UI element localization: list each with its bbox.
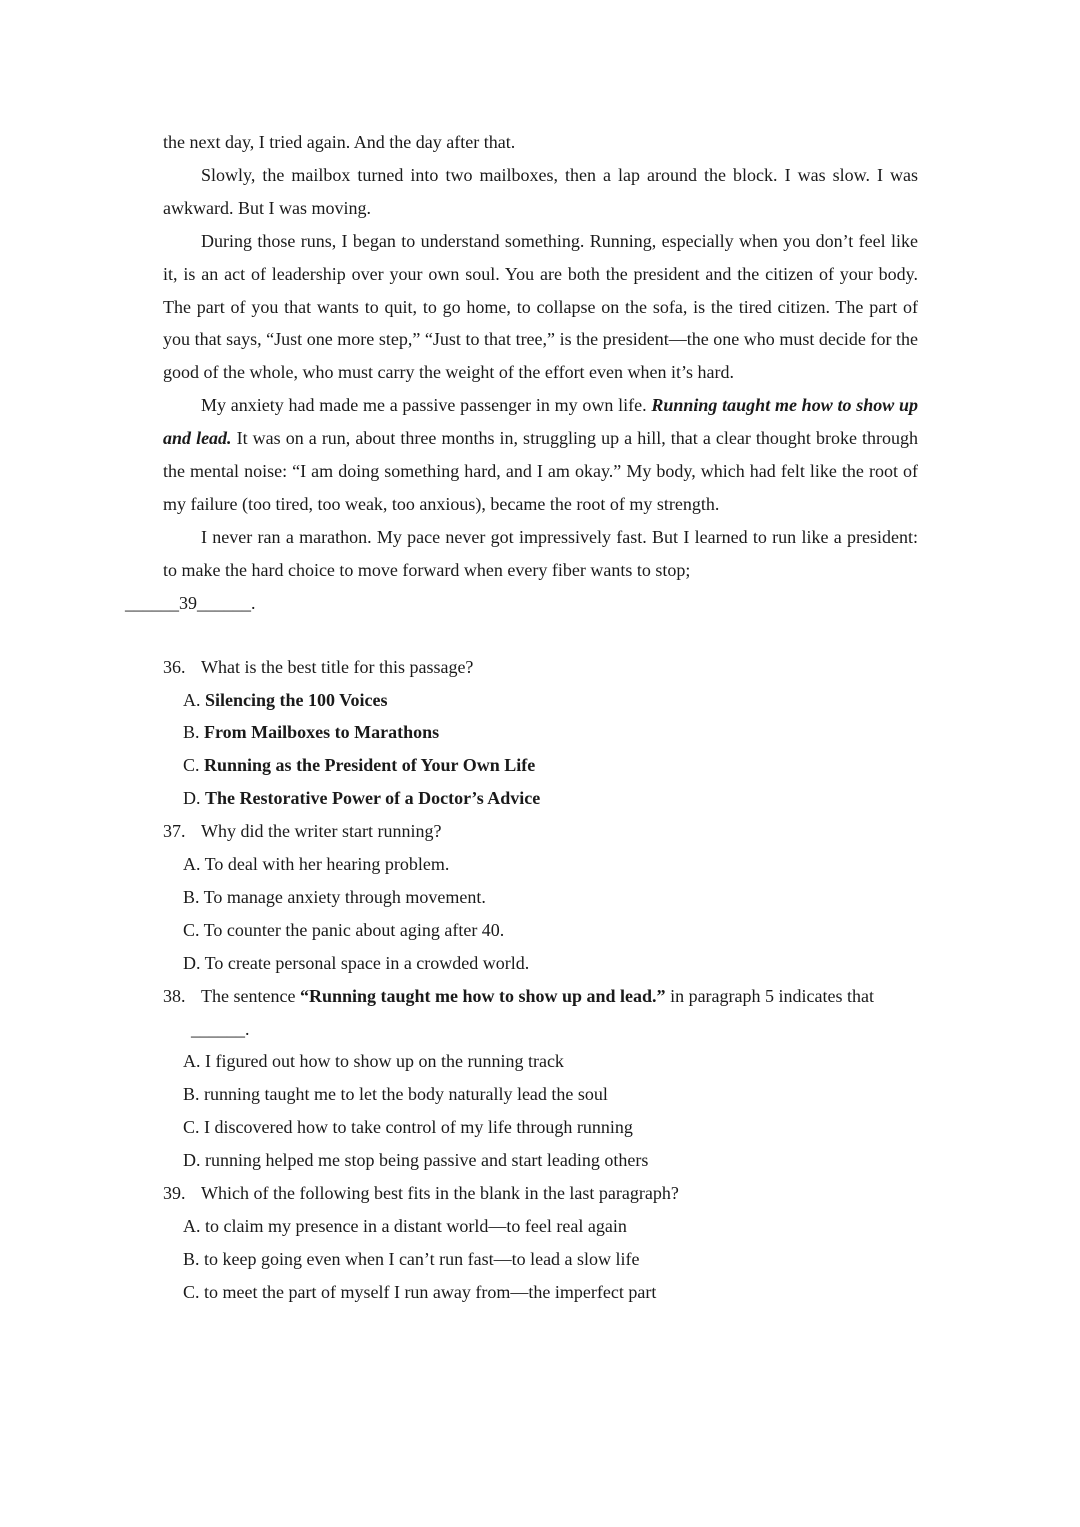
option-39-a[interactable]: A. to claim my presence in a distant world—to feel real again bbox=[183, 1216, 627, 1236]
option-letter: C. bbox=[183, 755, 200, 776]
question-number: 36. bbox=[163, 656, 186, 677]
option-37-a[interactable]: A. To deal with her hearing problem. bbox=[183, 854, 450, 875]
question-stem-lead: The sentence bbox=[201, 985, 300, 1006]
exam-page bbox=[125, 126, 918, 1309]
question-37 bbox=[163, 815, 918, 848]
option-36-b[interactable] bbox=[163, 716, 918, 749]
paragraph-4 bbox=[163, 389, 918, 521]
blank-39: ______39______. bbox=[125, 592, 256, 613]
question-39 bbox=[163, 1177, 918, 1210]
option-37-d[interactable]: D. To create personal space in a crowded world. bbox=[183, 952, 530, 973]
option-38-b[interactable]: B. running taught me to let the body naturally lead the soul bbox=[183, 1084, 608, 1105]
option-37-c[interactable]: C. To counter the panic about aging after 40. bbox=[183, 919, 505, 940]
key-sentence: Running taught me how to show up and lead. bbox=[163, 395, 918, 449]
option-text: From Mailboxes to Marathons bbox=[204, 722, 440, 743]
question-number: 39. bbox=[163, 1183, 186, 1204]
question-stem-rest: in paragraph 5 indicates that bbox=[665, 985, 874, 1006]
option-text: Running as the President of Your Own Life bbox=[204, 755, 536, 776]
reading-passage bbox=[125, 126, 918, 620]
paragraph-5 bbox=[125, 521, 918, 620]
question-stem: Which of the following best fits in the blank in the last paragraph? bbox=[201, 1183, 679, 1204]
answer-blank: ______. bbox=[191, 1018, 250, 1039]
question-36 bbox=[163, 651, 918, 684]
paragraph-2: Slowly, the mailbox turned into two mailboxes, then a lap around the block. I was slow. I was awkward. But I was moving. bbox=[163, 164, 918, 218]
option-39-b[interactable]: B. to keep going even when I can’t run fast—to lead a slow life bbox=[183, 1248, 640, 1269]
option-36-d[interactable] bbox=[163, 782, 918, 815]
paragraph-5-text: I never ran a marathon. My pace never got impressively fast. But I learned to run like a president: to make the hard choice to move forward when every fiber wants to stop; bbox=[163, 526, 918, 580]
question-38 bbox=[163, 980, 918, 1013]
question-number: 37. bbox=[163, 821, 186, 842]
quoted-sentence: “Running taught me how to show up and lead.” bbox=[299, 985, 666, 1006]
paragraph-1: the next day, I tried again. And the day after that. bbox=[163, 132, 516, 152]
question-list bbox=[163, 651, 918, 1309]
option-38-d[interactable]: D. running helped me stop being passive and start leading others bbox=[183, 1150, 649, 1171]
paragraph-3: During those runs, I began to understand something. Running, especially when you don’t feel like it, is an act of leadership over your own soul. You are both the president and the citizen of your body. The part of you that wants to quit, to go home, to collapse on the sofa, is the tired citizen. The part of you that says, “Just one more step,” “Just to that tree,” is the president—the one who must decide for the good of the whole, who must carry the weight of the effort even when it’s hard. bbox=[163, 230, 918, 383]
question-number: 38. bbox=[163, 985, 186, 1006]
option-38-a[interactable]: A. I figured out how to show up on the running track bbox=[183, 1051, 564, 1072]
question-stem: What is the best title for this passage? bbox=[201, 656, 474, 677]
paragraph-4-rest: It was on a run, about three months in, struggling up a hill, that a clear thought broke through the mental noise: “I am doing something hard, and I am okay.” My body, which had felt like the root of my failure (too tired, too weak, too anxious), became the root of my strength. bbox=[163, 428, 918, 514]
option-39-c[interactable]: C. to meet the part of myself I run away from—the imperfect part bbox=[183, 1281, 657, 1302]
option-letter: D. bbox=[183, 788, 201, 809]
option-36-a[interactable] bbox=[163, 684, 918, 717]
option-36-c[interactable] bbox=[163, 749, 918, 782]
option-37-b[interactable]: B. To manage anxiety through movement. bbox=[183, 886, 486, 907]
paragraph-4-lead: My anxiety had made me a passive passenger in my own life. bbox=[201, 395, 652, 416]
option-text: Silencing the 100 Voices bbox=[205, 689, 388, 710]
option-text: The Restorative Power of a Doctor’s Advice bbox=[205, 788, 541, 809]
option-38-c[interactable]: C. I discovered how to take control of my life through running bbox=[183, 1117, 633, 1138]
option-letter: A. bbox=[183, 689, 201, 710]
question-stem: Why did the writer start running? bbox=[201, 821, 442, 842]
option-letter: B. bbox=[183, 722, 200, 743]
